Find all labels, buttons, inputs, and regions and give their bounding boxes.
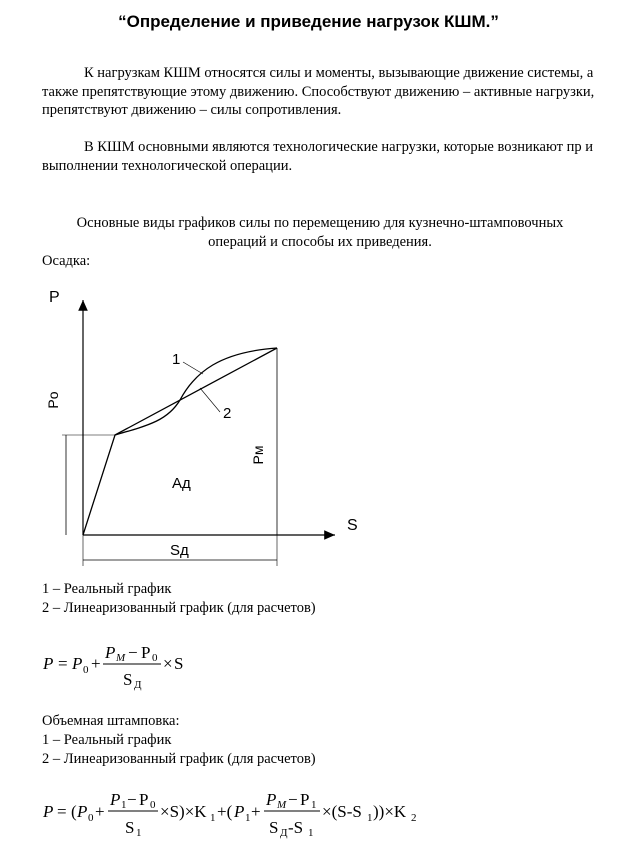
f2-frac1-den-sub: 1: [136, 827, 142, 839]
upsetting-label: Осадка:: [42, 253, 91, 269]
f1-plus: +: [91, 654, 101, 673]
f2-tail-sub: 1: [367, 812, 373, 824]
f2-frac2-minus: −: [288, 790, 298, 809]
f2-k1-sub: 1: [210, 812, 216, 824]
f2-frac2-num-a: P: [266, 790, 277, 809]
f1-num-minus: −: [128, 643, 138, 662]
upsetting-legend-1: 1 – Реальный график: [42, 581, 172, 597]
f2-frac1-den: S: [125, 818, 135, 837]
f1-num-p0: P: [141, 643, 151, 662]
f2-tail-close: ))×K: [373, 802, 407, 821]
upsetting-legend-2: 2 – Линеаризованный график (для расчетов): [42, 600, 316, 616]
f2-k2-sub: 2: [411, 812, 417, 824]
f1-eq: =: [58, 654, 68, 673]
f2-p0-sub: 0: [88, 812, 94, 824]
section-heading: Основные виды графиков силы по перемещению для кузнечно-штамповочных операций и способы их приведения.: [76, 215, 564, 250]
f2-frac2-den-mid: -S: [288, 818, 304, 837]
y-axis-label: P: [49, 289, 60, 306]
f2-frac2-num-b: P: [300, 790, 310, 809]
x-axis-label: S: [347, 517, 358, 534]
page-title: “Определение и приведение нагрузок КШМ.”: [118, 12, 499, 31]
f1-den-sub: Д: [134, 679, 142, 691]
f2-frac1-num-b-sub: 0: [150, 799, 156, 811]
stroke-label: Sд: [170, 542, 189, 559]
intro-paragraph-2: В КШМ основными являются технологические нагрузки, которые возникают пр и выполнении технологической операции.: [42, 139, 593, 174]
linearized-curve: [115, 348, 277, 435]
f2-frac1-num-a-sub: 1: [121, 799, 127, 811]
volume-label: Объемная штамповка:: [42, 713, 180, 729]
formula-volume-stamping: [40, 783, 420, 847]
curve-1-label: 1: [172, 351, 181, 368]
f2-plus: +: [95, 802, 105, 821]
f2-frac1-minus: −: [127, 790, 137, 809]
f2-p0: P: [77, 802, 88, 821]
f2-plus-open: +(: [217, 802, 233, 821]
f2-frac1-num-a: P: [110, 790, 121, 809]
pm-label: Pм: [250, 445, 266, 465]
f2-open: (: [71, 802, 77, 821]
f2-frac2-num-b-sub: 1: [311, 799, 317, 811]
f2-frac2-num-a-sub: М: [277, 799, 287, 811]
f2-times-s: ×S)×K: [160, 802, 207, 821]
f2-frac2-den-a: S: [269, 818, 279, 837]
f2-lhs: P: [43, 802, 54, 821]
f2-tail: ×(S-S: [322, 802, 362, 821]
formula-upsetting: [40, 636, 220, 696]
f2-frac2-den-b-sub: 1: [308, 827, 314, 839]
f2-frac2-den-a-sub: Д: [280, 827, 288, 839]
intro-paragraph-1: К нагрузкам КШМ относятся силы и моменты, вызывающие движение системы, а также препятствующие этому движению. Способствуют движению – активные нагрузки, препятствуют движению – силы сопротивления.: [42, 65, 595, 118]
f1-s: S: [174, 654, 184, 673]
curve-2-label: 2: [223, 405, 232, 422]
real-curve: [83, 348, 277, 535]
volume-legend-1: 1 – Реальный график: [42, 732, 172, 748]
f2-p1-sub: 1: [245, 812, 251, 824]
f1-p0: P: [72, 654, 83, 673]
f2-p1: P: [234, 802, 245, 821]
p0-label: Po: [45, 391, 61, 409]
force-displacement-diagram: [40, 280, 370, 570]
f2-eq: =: [57, 802, 67, 821]
work-label: Aд: [172, 475, 191, 492]
f2-plus-2: +: [251, 802, 261, 821]
f1-p0-sub: 0: [83, 664, 89, 676]
f2-frac1-num-b: P: [139, 790, 149, 809]
f1-lhs: P: [43, 654, 54, 673]
f1-times: ×: [163, 654, 173, 673]
f1-num-p0-sub: 0: [152, 652, 158, 664]
f1-den: S: [123, 670, 133, 689]
f1-num-pm-sub: М: [116, 652, 126, 664]
f1-num-pm: P: [105, 643, 116, 662]
volume-legend-2: 2 – Линеаризованный график (для расчетов): [42, 751, 316, 767]
